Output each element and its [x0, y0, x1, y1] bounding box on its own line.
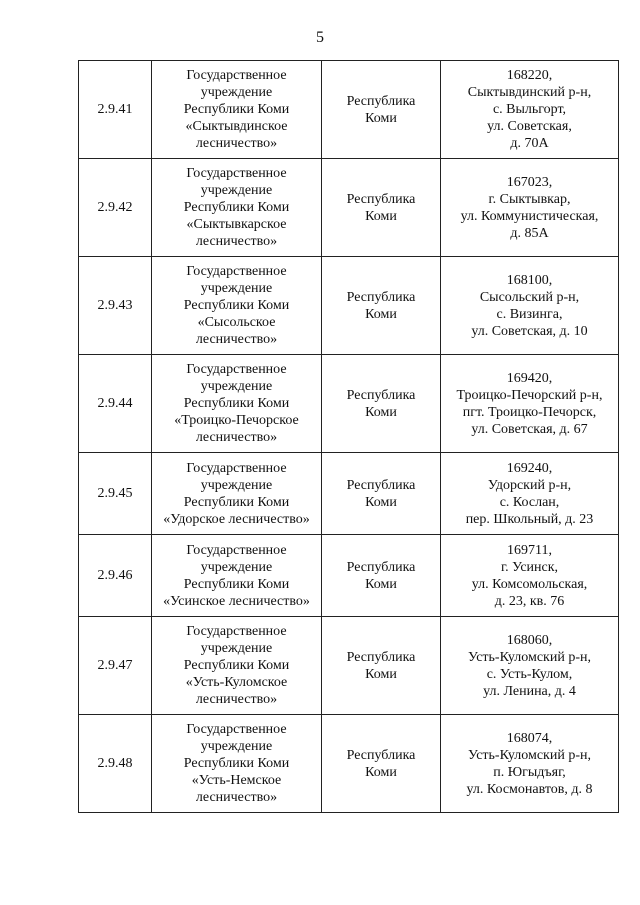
region-cell [322, 61, 441, 159]
address-cell [441, 355, 619, 453]
institution-name-cell [152, 617, 322, 715]
institution-name-cell-line: учреждение [200, 281, 273, 296]
row-number-cell: 2.9.43 [79, 257, 152, 355]
address-cell-line: п. Югыдъяг, [493, 764, 566, 780]
institution-name-cell-line: учреждение [200, 739, 273, 754]
address-cell-line: ул. Советская, д. 67 [471, 421, 588, 437]
table-row [79, 355, 619, 453]
institution-name-cell-line: Республики Коми [183, 756, 290, 771]
region-cell-line: Коми [365, 764, 397, 780]
region-cell-line: Коми [365, 404, 397, 420]
region-cell-line: Коми [365, 208, 397, 224]
region-cell-line: Республика [346, 559, 416, 575]
region-cell-line: Коми [365, 666, 397, 682]
address-cell-line: 168100, [506, 272, 553, 288]
institution-name-cell [152, 61, 322, 159]
institution-name-cell-line: учреждение [200, 477, 273, 493]
institution-name-cell [152, 159, 322, 257]
region-cell-line: Коми [365, 110, 397, 126]
institution-name-cell-line: Государственное [186, 624, 287, 639]
institution-name-cell-line: лесничество» [195, 692, 278, 707]
institution-name-cell-line: «Усинское лесничество» [163, 593, 310, 609]
address-cell-line: ул. Коммунистическая, [460, 208, 599, 224]
institution-name-cell-line: лесничество» [195, 136, 278, 151]
institution-name-cell-line: Государственное [186, 542, 287, 558]
row-number-cell: 2.9.45 [79, 453, 152, 535]
table-body [79, 61, 619, 813]
institution-name-cell-line: «Удорское лесничество» [163, 511, 310, 527]
row-number-cell: 2.9.48 [79, 715, 152, 813]
region-cell-line: Коми [365, 306, 397, 322]
region-cell [322, 355, 441, 453]
institution-name-cell-line: лесничество» [195, 234, 278, 249]
institution-name-cell [152, 355, 322, 453]
region-cell-line: Коми [365, 494, 397, 510]
region-cell-line: Республика [346, 387, 416, 403]
address-cell [441, 61, 619, 159]
region-cell-line: Республика [346, 289, 416, 305]
table-row [79, 617, 619, 715]
institution-name-cell-line: «Сысольское [197, 315, 276, 330]
institution-name-cell-line: Государственное [186, 362, 287, 377]
address-cell-line: 169420, [506, 370, 553, 386]
institution-name-cell-line: Республики Коми [183, 658, 290, 673]
address-cell-line: Усть-Куломский р-н, [467, 747, 591, 763]
address-cell-line: 167023, [506, 174, 553, 190]
address-cell-line: 168074, [506, 730, 553, 746]
row-number-cell: 2.9.47 [79, 617, 152, 715]
institution-name-cell-line: «Сыктывдинское [185, 119, 288, 134]
institution-name-cell-line: Государственное [186, 166, 287, 181]
institution-name-cell-line: Республики Коми [183, 200, 290, 215]
institution-name-cell [152, 715, 322, 813]
address-cell-line: пер. Школьный, д. 23 [465, 511, 594, 527]
region-cell-line: Республика [346, 747, 416, 763]
institution-name-cell-line: Республики Коми [183, 494, 290, 510]
address-cell-line: 168060, [506, 632, 553, 648]
address-cell-line: ул. Советская, д. 10 [471, 323, 588, 339]
institution-name-cell-line: «Сыктывкарское [186, 217, 287, 232]
institution-name-cell-line: «Троицко-Печорское [174, 413, 299, 428]
address-cell-line: с. Усть-Кулом, [486, 666, 573, 682]
institution-name-cell-line: Республики Коми [183, 102, 290, 117]
address-cell-line: с. Выльгорт, [492, 102, 567, 117]
page-number: 5 [316, 29, 324, 46]
row-number-cell: 2.9.44 [79, 355, 152, 453]
address-cell [441, 159, 619, 257]
row-number-cell: 2.9.42 [79, 159, 152, 257]
address-cell-line: ул. Космонавтов, д. 8 [466, 781, 593, 797]
institution-name-cell-line: Государственное [186, 722, 287, 737]
institution-name-cell-line: учреждение [200, 559, 273, 575]
institution-name-cell-line: Государственное [186, 460, 287, 476]
region-cell-line: Коми [365, 576, 397, 592]
address-cell-line: д. 23, кв. 76 [494, 593, 565, 609]
address-cell-line: 168220, [506, 68, 553, 83]
address-cell-line: с. Визинга, [496, 306, 563, 322]
region-cell [322, 715, 441, 813]
row-number-cell: 2.9.46 [79, 535, 152, 617]
institution-name-cell-line: Государственное [186, 264, 287, 279]
address-cell-line: д. 85А [510, 225, 549, 241]
address-cell-line: пгт. Троицко-Печорск, [462, 404, 597, 420]
table-row [79, 257, 619, 355]
address-cell-line: г. Сыктывкар, [488, 191, 571, 207]
region-cell [322, 617, 441, 715]
institution-name-cell-line: «Усть-Куломское [185, 675, 288, 690]
address-cell [441, 617, 619, 715]
region-cell-line: Республика [346, 477, 416, 493]
address-cell [441, 715, 619, 813]
region-cell-line: Республика [346, 93, 416, 109]
address-cell-line: г. Усинск, [500, 559, 559, 575]
region-cell [322, 159, 441, 257]
region-cell [322, 535, 441, 617]
address-cell-line: Сыктывдинский р-н, [467, 85, 592, 100]
row-number-cell: 2.9.41 [79, 61, 152, 159]
address-cell [441, 257, 619, 355]
institution-name-cell-line: учреждение [200, 183, 273, 198]
institution-name-cell-line: Государственное [186, 68, 287, 83]
institution-name-cell-line: лесничество» [195, 430, 278, 445]
institution-name-cell [152, 257, 322, 355]
table-row [79, 159, 619, 257]
institution-name-cell-line: учреждение [200, 379, 273, 394]
address-cell [441, 535, 619, 617]
address-cell-line: с. Кослан, [499, 494, 560, 510]
address-cell-line: 169240, [506, 460, 553, 476]
address-cell-line: ул. Комсомольская, [471, 576, 588, 592]
address-cell [441, 453, 619, 535]
institution-name-cell [152, 535, 322, 617]
institution-name-cell-line: лесничество» [195, 332, 278, 347]
region-cell [322, 257, 441, 355]
address-cell-line: 169711, [507, 542, 552, 558]
address-cell-line: ул. Советская, [487, 119, 572, 134]
institution-name-cell-line: учреждение [200, 641, 273, 656]
address-cell-line: Сысольский р-н, [479, 289, 580, 305]
address-cell-line: Усть-Куломский р-н, [467, 649, 591, 665]
institution-name-cell-line: Республики Коми [183, 576, 290, 592]
address-cell-line: Троицко-Печорский р-н, [456, 387, 603, 403]
institution-name-cell-line: лесничество» [195, 790, 278, 805]
address-cell-line: ул. Ленина, д. 4 [483, 683, 576, 699]
institution-name-cell [152, 453, 322, 535]
region-cell-line: Республика [346, 191, 416, 207]
table-row [79, 453, 619, 535]
institution-name-cell-line: Республики Коми [183, 396, 290, 411]
table-row [79, 61, 619, 159]
forestry-registry-table [78, 60, 619, 813]
region-cell [322, 453, 441, 535]
institution-name-cell-line: Республики Коми [183, 298, 290, 313]
address-cell-line: Удорский р-н, [487, 477, 572, 493]
table-row [79, 715, 619, 813]
region-cell-line: Республика [346, 649, 416, 665]
institution-name-cell-line: учреждение [200, 85, 273, 100]
address-cell-line: д. 70А [510, 136, 549, 151]
institution-name-cell-line: «Усть-Немское [191, 773, 282, 788]
table-row [79, 535, 619, 617]
